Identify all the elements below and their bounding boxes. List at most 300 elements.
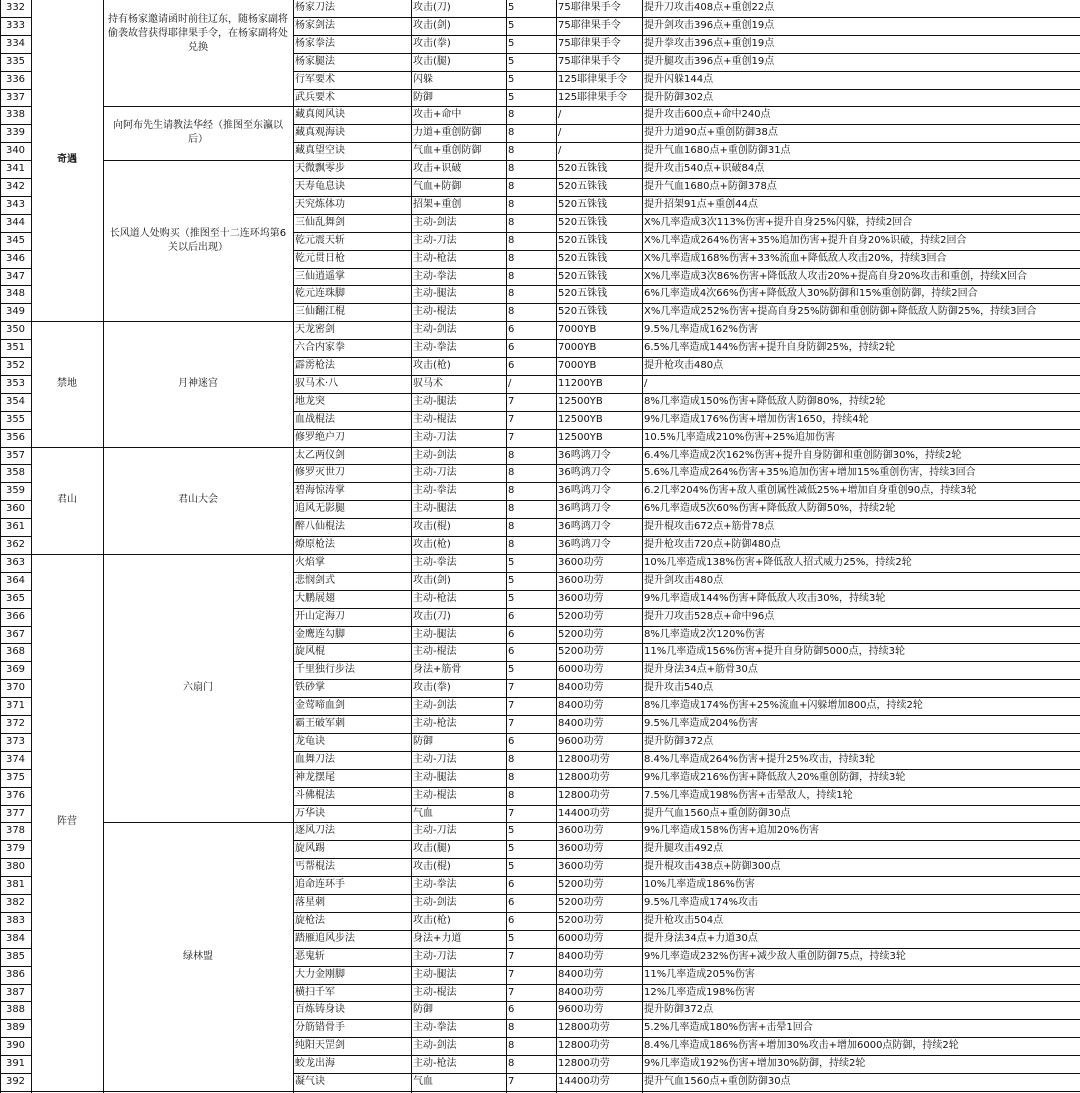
row-number: 347 <box>5 270 26 282</box>
skill-type: 驭马术 <box>413 377 443 389</box>
skill-cost: 5200功劳 <box>558 628 604 640</box>
skill-cost: 3600功劳 <box>558 592 604 604</box>
skill-level: 7 <box>508 968 515 980</box>
skill-level: 7 <box>508 950 515 962</box>
skill-level: 5 <box>508 55 515 67</box>
skill-name: 乾元震天斩 <box>295 234 345 246</box>
skill-type: 攻击(刀) <box>413 610 451 622</box>
skill-effect: 提升气血1560点+重创防御30点 <box>644 807 791 819</box>
skill-level: 7 <box>508 431 515 443</box>
skill-level: 5 <box>508 574 515 586</box>
skill-name: 斗佛棍法 <box>295 789 335 801</box>
skill-effect: 9.5%几率造成162%伤害 <box>644 324 758 336</box>
skill-cost: 5200功劳 <box>558 646 604 658</box>
skill-cost: 8400功劳 <box>558 986 604 998</box>
skill-effect: 10.5%几率造成210%伤害+25%追加伤害 <box>644 431 835 443</box>
skill-name: 大鹏展翅 <box>295 592 335 604</box>
skill-level: 6 <box>508 324 515 336</box>
skill-cost: 36鸣鸿刀令 <box>558 521 611 533</box>
column-line <box>556 0 557 1093</box>
row-number: 379 <box>5 843 26 855</box>
category-line <box>31 1091 103 1092</box>
skill-level: 7 <box>508 718 515 729</box>
skill-name: 杨家拳法 <box>295 37 335 49</box>
skill-type: 招架+重创 <box>413 198 462 210</box>
skill-name: 旋风棍 <box>295 646 325 658</box>
skill-level: 8 <box>508 306 515 318</box>
row-number: 378 <box>5 825 26 837</box>
skill-cost: 520五铢钱 <box>558 181 608 192</box>
skill-cost: 12500YB <box>558 395 603 407</box>
skill-effect: 提升身法34点+筋骨30点 <box>644 664 758 676</box>
skill-type: 主动-枪法 <box>413 592 457 604</box>
skill-cost: 520五铢钱 <box>558 163 608 175</box>
skill-name: 神龙摆尾 <box>295 771 335 783</box>
skill-effect: 提升攻击540点+识破84点 <box>644 163 765 175</box>
skill-level: 8 <box>508 467 515 479</box>
skill-level: 8 <box>508 270 515 282</box>
row-number: 391 <box>5 1058 26 1070</box>
skill-type: 主动-拳法 <box>413 485 457 497</box>
skill-effect: 6%几率造成5次60%伤害+降低敌人防御50%，持续2轮 <box>644 503 896 515</box>
skill-level: 5 <box>508 73 515 85</box>
skill-cost: 520五铢钱 <box>558 288 608 300</box>
skill-cost: 5200功劳 <box>558 897 604 908</box>
skill-cost: 125耶律果手令 <box>558 91 628 103</box>
column-line <box>642 0 643 1093</box>
row-number: 341 <box>5 163 26 175</box>
skill-cost: 12800功劳 <box>558 1058 610 1070</box>
source-cell: 长风道人处购买（推图至十二连环坞第6关以后出现） <box>109 227 287 253</box>
skill-level: 6 <box>508 646 515 658</box>
skill-level: / <box>508 377 512 389</box>
skill-effect: 提升棍攻击672点+筋骨78点 <box>644 521 775 533</box>
skill-cost: 8400功劳 <box>558 718 604 729</box>
row-number: 340 <box>5 145 26 157</box>
skill-effect: 提升攻击540点 <box>644 682 714 694</box>
skill-cost: 14400功劳 <box>558 1076 610 1087</box>
skill-effect: 提升防御372点 <box>644 735 714 747</box>
row-number: 373 <box>5 735 26 747</box>
row-number: 346 <box>5 252 26 264</box>
skill-name: 杨家腿法 <box>295 55 335 67</box>
skill-name: 霹雳枪法 <box>295 360 335 371</box>
skill-name: 分筋错骨手 <box>295 1022 345 1034</box>
skill-effect: 提升身法34点+力道30点 <box>644 932 758 944</box>
skill-type: 攻击(腿) <box>413 843 451 855</box>
skill-name: 三仙乱舞剑 <box>295 216 345 228</box>
skill-cost: 3600功劳 <box>558 574 604 586</box>
row-number: 364 <box>5 574 26 586</box>
skill-level: 7 <box>508 700 515 712</box>
row-number: 333 <box>5 19 26 31</box>
skill-name: 血舞刀法 <box>295 753 335 765</box>
skill-level: 6 <box>508 735 515 747</box>
skill-level: 5 <box>508 37 515 49</box>
category-cell: 君山 <box>57 494 77 506</box>
skill-cost: / <box>558 145 562 157</box>
row-number: 354 <box>5 395 26 407</box>
skill-type: 攻击(腿) <box>413 55 451 67</box>
skill-effect: 提升枪攻击504点 <box>644 914 724 926</box>
skill-name: 旋风踢 <box>295 843 325 855</box>
row-number: 353 <box>5 377 26 389</box>
row-number: 334 <box>5 37 26 49</box>
skill-type: 攻击(剑) <box>413 574 451 586</box>
skill-name: 逐风刀法 <box>295 825 335 837</box>
skill-type: 主动-拳法 <box>413 1022 457 1034</box>
skill-name: 铁砂掌 <box>295 682 325 694</box>
skill-type: 气血 <box>413 807 433 819</box>
skill-level: 7 <box>508 986 515 998</box>
skill-cost: 7000YB <box>558 360 597 371</box>
skill-name: 修罗灭世刀 <box>295 467 345 479</box>
row-number: 387 <box>5 986 26 998</box>
skill-name: 燎原枪法 <box>295 539 335 550</box>
skill-name: 千里独行步法 <box>295 664 355 676</box>
column-line <box>506 0 507 1093</box>
skill-type: 攻击(剑) <box>413 19 451 31</box>
row-number: 336 <box>5 73 26 85</box>
skill-level: 8 <box>508 449 515 461</box>
skill-cost: 520五铢钱 <box>558 198 608 210</box>
skill-name: 天究炼体功 <box>295 198 345 210</box>
row-number: 388 <box>5 1004 26 1016</box>
skill-cost: 75耶律果手令 <box>558 2 621 13</box>
skill-cost: / <box>558 109 562 121</box>
skill-level: 6 <box>508 1004 515 1016</box>
row-number: 377 <box>5 807 26 819</box>
row-number: 380 <box>5 861 26 873</box>
skill-level: 8 <box>508 1022 515 1034</box>
skill-name: 杨家剑法 <box>295 19 335 31</box>
skill-type: 防御 <box>413 91 433 103</box>
row-number: 348 <box>5 288 26 300</box>
skill-effect: 提升腿攻击492点 <box>644 843 724 855</box>
skill-effect: 7.5%几率造成198%伤害+击晕敌人，持续1轮 <box>644 789 853 801</box>
skill-effect: 提升防御372点 <box>644 1004 714 1016</box>
skill-level: 7 <box>508 413 515 425</box>
row-number: 342 <box>5 181 26 192</box>
skill-type: 主动-腿法 <box>413 288 457 300</box>
skill-cost: 9600功劳 <box>558 735 604 747</box>
skill-level: 7 <box>508 1076 515 1087</box>
skill-effect: 提升闪躲144点 <box>644 73 714 85</box>
skill-name: 凝气诀 <box>295 1076 325 1087</box>
row-number: 384 <box>5 932 26 944</box>
skill-effect: 10%几率造成138%伤害+降低敌人招式威力25%，持续2轮 <box>644 556 912 568</box>
skill-type: 主动-棍法 <box>413 986 457 998</box>
skill-name: 行军要术 <box>295 73 335 85</box>
skill-effect: 9%几率造成232%伤害+减少敌人重创防御75点，持续3轮 <box>644 950 906 962</box>
column-line <box>103 0 104 1093</box>
skill-cost: 75耶律果手令 <box>558 19 621 31</box>
row-number: 359 <box>5 485 26 497</box>
skill-level: 5 <box>508 91 515 103</box>
skill-name: 火焰掌 <box>295 556 325 568</box>
skill-type: 气血+重创防御 <box>413 145 482 157</box>
row-number: 372 <box>5 718 26 729</box>
row-number: 360 <box>5 503 26 515</box>
skill-cost: 12800功劳 <box>558 1040 610 1052</box>
skill-effect: / <box>644 377 648 389</box>
skill-type: 主动-刀法 <box>413 234 457 246</box>
skill-name: 地龙突 <box>295 395 325 407</box>
skill-effect: 5.6%几率造成264%伤害+35%追加伤害+增加15%重创伤害，持续3回合 <box>644 467 976 479</box>
skill-name: 纯阳天罡剑 <box>295 1040 345 1052</box>
row-number: 369 <box>5 664 26 676</box>
skill-type: 攻击+命中 <box>413 109 462 121</box>
skill-type: 攻击(拳) <box>413 37 451 49</box>
skill-effect: 提升攻击600点+命中240点 <box>644 109 771 121</box>
skill-level: 5 <box>508 932 515 944</box>
skill-level: 8 <box>508 771 515 783</box>
skill-level: 5 <box>508 861 515 873</box>
skill-name: 武兵要术 <box>295 91 335 103</box>
skill-cost: 36鸣鸿刀令 <box>558 449 611 461</box>
skill-level: 7 <box>508 682 515 694</box>
skill-cost: 3600功劳 <box>558 556 604 568</box>
source-line <box>103 1091 293 1092</box>
skill-level: 5 <box>508 2 515 13</box>
row-number: 339 <box>5 127 26 139</box>
skill-cost: 9600功劳 <box>558 1004 604 1016</box>
skill-level: 8 <box>508 753 515 765</box>
row-number: 350 <box>5 324 26 336</box>
skill-effect: 5.2%几率造成180%伤害+击晕1回合 <box>644 1022 813 1034</box>
source-cell: 六扇门 <box>183 682 213 694</box>
skill-level: 6 <box>508 897 515 908</box>
skill-name: 乾元贯日枪 <box>295 252 345 264</box>
skill-cost: 5200功劳 <box>558 879 604 891</box>
skill-effect: 提升防御302点 <box>644 91 714 103</box>
skill-effect: 提升棍攻击438点+防御300点 <box>644 861 781 873</box>
skill-type: 身法+筋骨 <box>413 664 462 676</box>
skill-type: 主动-枪法 <box>413 718 457 729</box>
skill-cost: 75耶律果手令 <box>558 55 621 67</box>
skill-effect: 8%几率造成174%伤害+25%流血+闪躲增加800点，持续2轮 <box>644 700 923 712</box>
skill-cost: 36鸣鸿刀令 <box>558 503 611 515</box>
skill-type: 主动-刀法 <box>413 825 457 837</box>
skill-cost: 520五铢钱 <box>558 270 608 282</box>
skill-cost: 12800功劳 <box>558 753 610 765</box>
skill-type: 攻击(棍) <box>413 861 451 873</box>
skill-type: 主动-腿法 <box>413 628 457 640</box>
skill-name: 血战棍法 <box>295 413 335 425</box>
skill-level: 6 <box>508 628 515 640</box>
row-number: 361 <box>5 521 26 533</box>
skill-effect: 9.5%几率造成204%伤害 <box>644 718 758 729</box>
skill-type: 攻击(枪) <box>413 914 451 926</box>
row-number: 375 <box>5 771 26 783</box>
skill-level: 8 <box>508 503 515 515</box>
skill-name: 藏真观海诀 <box>295 127 345 139</box>
skill-cost: 520五铢钱 <box>558 306 608 318</box>
skill-effect: 9%几率造成144%伤害+降低敌人攻击30%，持续3轮 <box>644 592 886 604</box>
skill-effect: 6.2几率204%伤害+敌人重创属性减低25%+增加自身重创90点，持续3轮 <box>644 485 977 497</box>
skill-cost: 6000功劳 <box>558 932 604 944</box>
row-number: 385 <box>5 950 26 962</box>
skill-type: 力道+重创防御 <box>413 127 482 139</box>
skill-name: 踏雁追风步法 <box>295 932 355 944</box>
skill-effect: 8.4%几率造成186%伤害+增加30%攻击+增加6000点防御，持续2轮 <box>644 1040 959 1052</box>
skill-effect: 8%几率造成150%伤害+降低敌人防御80%，持续2轮 <box>644 395 886 407</box>
skill-effect: 提升力道90点+重创防御38点 <box>644 127 778 139</box>
skill-effect: 8.4%几率造成264%伤害+提升25%攻击，持续3轮 <box>644 753 875 765</box>
skill-cost: 6000功劳 <box>558 664 604 676</box>
skill-cost: 8400功劳 <box>558 700 604 712</box>
column-line <box>0 0 1 1093</box>
skill-name: 三仙逍遥掌 <box>295 270 345 282</box>
skill-effect: 提升拳攻击396点+重创19点 <box>644 37 775 49</box>
row-number: 370 <box>5 682 26 694</box>
source-cell: 绿林盟 <box>183 950 213 962</box>
skill-type: 主动-枪法 <box>413 252 457 264</box>
skill-cost: 8400功劳 <box>558 950 604 962</box>
skill-name: 追命连环手 <box>295 879 345 891</box>
skill-name: 丐帮棍法 <box>295 861 335 873</box>
skill-level: 8 <box>508 1058 515 1070</box>
skill-type: 主动-刀法 <box>413 753 457 765</box>
column-line <box>293 0 294 1093</box>
row-number: 392 <box>5 1076 26 1087</box>
skill-level: 6 <box>508 610 515 622</box>
skill-effect: 提升腿攻击396点+重创19点 <box>644 55 775 67</box>
skill-type: 主动-棍法 <box>413 306 457 318</box>
skill-effect: 9%几率造成158%伤害+追加20%伤害 <box>644 825 820 837</box>
source-cell: 向阿布先生请教法华经（推图至东瀛以后） <box>113 120 283 146</box>
skill-type: 主动-腿法 <box>413 968 457 980</box>
skill-level: 5 <box>508 556 515 568</box>
skill-cost: 14400功劳 <box>558 807 610 819</box>
skill-effect: 11%几率造成205%伤害 <box>644 968 755 980</box>
skill-type: 攻击(枪) <box>413 360 451 371</box>
skill-effect: X%几率造成3次86%伤害+降低敌人攻击20%+提高自身20%攻击和重创，持续X回合 <box>644 270 1028 282</box>
row-number: 381 <box>5 879 26 891</box>
skill-type: 攻击(棍) <box>413 521 451 533</box>
row-number: 376 <box>5 789 26 801</box>
row-number: 389 <box>5 1022 26 1034</box>
skill-cost: 520五铢钱 <box>558 216 608 228</box>
skill-type: 主动-腿法 <box>413 503 457 515</box>
skill-level: 8 <box>508 521 515 533</box>
skill-level: 8 <box>508 127 515 139</box>
skill-cost: 36鸣鸿刀令 <box>558 467 611 479</box>
skill-name: 恶鬼斩 <box>295 950 325 962</box>
skill-cost: 12500YB <box>558 431 603 443</box>
skill-cost: 12800功劳 <box>558 1022 610 1034</box>
skill-effect: 10%几率造成186%伤害 <box>644 879 755 891</box>
skill-cost: 12800功劳 <box>558 771 610 783</box>
skill-cost: 5200功劳 <box>558 914 604 926</box>
skill-name: 乾元连珠脚 <box>295 288 345 300</box>
row-number: 332 <box>5 2 26 13</box>
skill-level: 8 <box>508 288 515 300</box>
skill-type: 主动-枪法 <box>413 1058 457 1070</box>
skill-level: 8 <box>508 163 515 175</box>
skill-effect: 9%几率造成192%伤害+增加30%防御，持续2轮 <box>644 1058 866 1070</box>
skill-name: 大力金刚脚 <box>295 968 345 980</box>
skill-name: 藏真望空诀 <box>295 145 345 157</box>
skill-type: 主动-剑法 <box>413 897 457 908</box>
skill-level: 5 <box>508 825 515 837</box>
source-cell: 君山大会 <box>178 494 218 506</box>
skill-type: 主动-拳法 <box>413 556 457 568</box>
row-number: 365 <box>5 592 26 604</box>
skill-type: 主动-刀法 <box>413 467 457 479</box>
skill-effect: X%几率造成264%伤害+35%追加伤害+提升自身20%识破，持续2回合 <box>644 234 967 246</box>
skill-level: 8 <box>508 145 515 157</box>
skill-name: 天微飘零步 <box>295 163 345 175</box>
skill-type: 气血 <box>413 1076 433 1087</box>
skill-type: 主动-剑法 <box>413 449 457 461</box>
skill-effect: X%几率造成168%伤害+33%流血+降低敌人攻击20%，持续3回合 <box>644 252 947 264</box>
skill-cost: 36鸣鸿刀令 <box>558 539 611 550</box>
skill-cost: 12800功劳 <box>558 789 610 801</box>
skill-cost: 5200功劳 <box>558 610 604 622</box>
skill-effect: 12%几率造成198%伤害 <box>644 986 755 998</box>
skill-name: 金鹰连勾脚 <box>295 628 345 640</box>
skill-cost: 8400功劳 <box>558 682 604 694</box>
skill-name: 杨家刀法 <box>295 2 335 13</box>
row-number: 367 <box>5 628 26 640</box>
skill-effect: 提升枪攻击720点+防御480点 <box>644 539 781 550</box>
skill-effect: 9%几率造成216%伤害+降低敌人20%重创防御，持续3轮 <box>644 771 906 783</box>
row-number: 371 <box>5 700 26 712</box>
skill-level: 5 <box>508 19 515 31</box>
skill-effect: 9%几率造成176%伤害+增加伤害1650，持续4轮 <box>644 413 869 425</box>
skill-type: 主动-拳法 <box>413 879 457 891</box>
skill-level: 8 <box>508 539 515 550</box>
skill-effect: 8%几率造成2次120%伤害 <box>644 628 765 640</box>
skill-name: 百炼铸身诀 <box>295 1004 345 1016</box>
skill-type: 攻击(枪) <box>413 539 451 550</box>
skill-type: 主动-剑法 <box>413 700 457 712</box>
category-cell: 奇遇 <box>57 154 77 166</box>
skill-effect: 提升剑攻击480点 <box>644 574 724 586</box>
skill-type: 攻击(刀) <box>413 2 451 13</box>
skill-name: 悲悯剑式 <box>295 574 335 586</box>
skill-effect: 提升气血1680点+防御378点 <box>644 181 777 192</box>
skill-level: 8 <box>508 216 515 228</box>
skill-level: 8 <box>508 789 515 801</box>
skill-type: 闪躲 <box>413 73 433 85</box>
row-number: 390 <box>5 1040 26 1052</box>
row-number: 383 <box>5 914 26 926</box>
skill-level: 6 <box>508 342 515 354</box>
skill-effect: X%几率造成3次113%伤害+提升自身25%闪躲，持续2回合 <box>644 216 913 228</box>
skill-cost: 7000YB <box>558 342 597 354</box>
skill-effect: 6.4%几率造成2次162%伤害+提升自身防御和重创防御30%，持续2轮 <box>644 449 962 461</box>
skill-type: 攻击(拳) <box>413 682 451 694</box>
skill-cost: 11200YB <box>558 377 603 389</box>
skill-effect: X%几率造成252%伤害+提高自身25%防御和重创防御+降低敌人防御25%，持续3回合 <box>644 306 1037 318</box>
skill-type: 主动-刀法 <box>413 431 457 443</box>
skill-name: 六合内家拳 <box>295 342 345 354</box>
skill-name: 开山定海刀 <box>295 610 345 622</box>
skill-effect: 提升刀攻击528点+命中96点 <box>644 610 775 622</box>
row-number: 343 <box>5 198 26 210</box>
skill-cost: 36鸣鸿刀令 <box>558 485 611 497</box>
skill-effect: 提升招架91点+重创44点 <box>644 198 758 210</box>
skill-name: 醉八仙棍法 <box>295 521 345 533</box>
skill-type: 防御 <box>413 735 433 747</box>
skill-cost: 75耶律果手令 <box>558 37 621 49</box>
skill-name: 修罗绝户刀 <box>295 431 345 443</box>
skill-level: 8 <box>508 109 515 121</box>
skill-effect: 提升剑攻击396点+重创19点 <box>644 19 775 31</box>
skill-type: 攻击+识破 <box>413 163 462 175</box>
